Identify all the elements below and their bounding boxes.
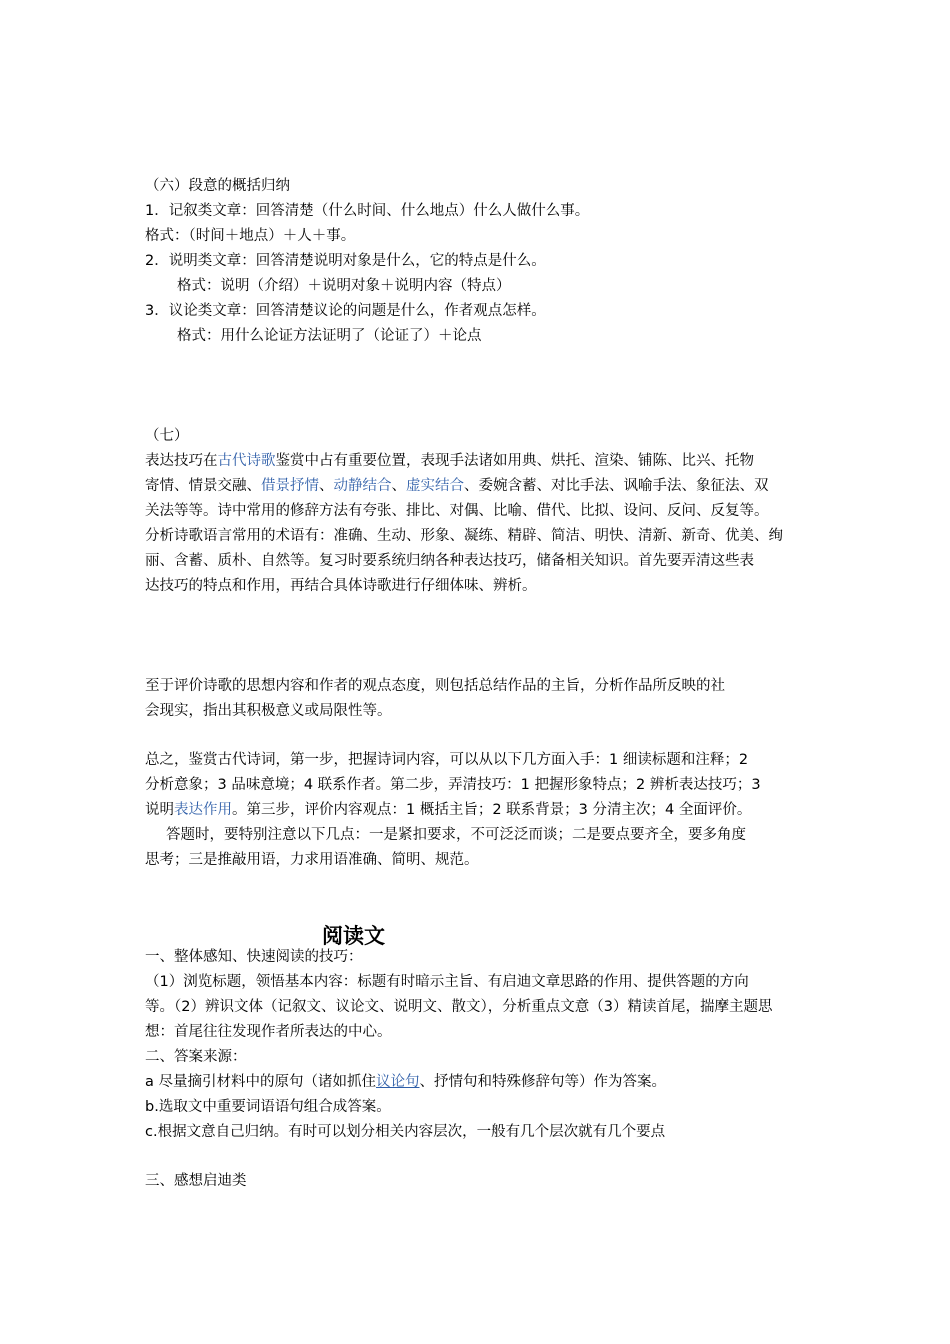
- text-run: 、委婉含蓄、对比手法、讽喻手法、象征法、双: [464, 478, 769, 494]
- summary-line-3: [145, 800, 751, 820]
- section7-para-line-5: 丽、含蓄、质朴、自然等。复习时要系统归纳各种表达技巧，储备相关知识。首先要弄清这些表: [145, 553, 754, 569]
- section6-line-6: 格式：用什么论证方法证明了（论证了）＋论点: [177, 328, 482, 344]
- evaluate-line-1: 至于评价诗歌的思想内容和作者的观点态度，则包括总结作品的主旨，分析作品所反映的社: [145, 678, 725, 694]
- answer-source-b: b.选取文中重要词语语句组合成答案。: [145, 1099, 391, 1115]
- link-yilun-ju[interactable]: 议论句: [376, 1074, 420, 1090]
- link-xushi-jiehe[interactable]: 虚实结合: [406, 478, 464, 494]
- summary-line-4: 答题时，要特别注意以下几点：一是紧扣要求，不可泛泛而谈；二是要点要齐全，要多角度: [166, 827, 746, 843]
- reading-para-line-2: 等。（2）辨识文体（记叙文、议论文、说明文、散文），分析重点文意（3）精读首尾，揣摩主题思: [145, 999, 773, 1015]
- reading-para-line-1: （1）浏览标题，领悟基本内容：标题有时暗示主旨、有启迪文章思路的作用、提供答题的方向: [145, 974, 749, 990]
- section7-heading: （七）: [145, 428, 189, 444]
- text-run: 。第三步，评价内容观点：1 概括主旨；2 联系背景；3 分清主次；4 全面评价。: [232, 802, 752, 818]
- text-run: 说明: [145, 802, 174, 818]
- answer-source-a: [145, 1072, 666, 1092]
- reading-subheading-3: 三、感想启迪类: [145, 1173, 247, 1189]
- text-run: 寄情、情景交融、: [145, 478, 261, 494]
- link-ancient-poetry[interactable]: 古代诗歌: [217, 453, 276, 469]
- text-run: 鉴赏中占有重要位置，表现手法诸如用典、烘托、渲染、铺陈、比兴、托物: [275, 453, 754, 469]
- reading-para-line-3: 想：首尾往往发现作者所表达的中心。: [145, 1024, 392, 1040]
- text-run: 、: [391, 478, 406, 494]
- evaluate-line-2: 会现实，指出其积极意义或局限性等。: [145, 703, 392, 719]
- link-jiejing-shuqing[interactable]: 借景抒情: [261, 478, 319, 494]
- section6-line-3: 2．说明类文章：回答清楚说明对象是什么，它的特点是什么。: [145, 253, 546, 269]
- section6-line-5: 3．议论类文章：回答清楚议论的问题是什么，作者观点怎样。: [145, 303, 546, 319]
- section6-line-2: 格式：（时间＋地点）＋人＋事。: [145, 228, 356, 244]
- summary-line-5: 思考；三是推敲用语，力求用语准确、简明、规范。: [145, 852, 479, 868]
- section7-para-line-1: [145, 451, 754, 471]
- section7-para-line-6: 达技巧的特点和作用，再结合具体诗歌进行仔细体味、辨析。: [145, 578, 537, 594]
- reading-title: 阅读文: [322, 924, 385, 948]
- text-run: 、: [319, 478, 334, 494]
- answer-source-c: c.根据文意自己归纳。有时可以划分相关内容层次，一般有几个层次就有几个要点: [145, 1124, 666, 1140]
- section6-heading: （六）段意的概括归纳: [145, 178, 290, 194]
- reading-subheading-2: 二、答案来源：: [145, 1049, 247, 1065]
- text-run: 表达技巧在: [145, 453, 218, 469]
- section7-para-line-4: 分析诗歌语言常用的术语有：准确、生动、形象、凝练、精辟、简洁、明快、清新、新奇、优美、绚: [145, 528, 783, 544]
- text-run: a 尽量摘引材料中的原句（诸如抓住: [145, 1074, 376, 1090]
- section7-para-line-2: [145, 476, 769, 496]
- summary-line-2: 分析意象；3 品味意境；4 联系作者。第二步，弄清技巧：1 把握形象特点；2 辨析表达技巧；3: [145, 777, 761, 793]
- section7-para-line-3: 关法等等。诗中常用的修辞方法有夸张、排比、对偶、比喻、借代、比拟、设问、反问、反复等。: [145, 503, 769, 519]
- section6-line-4: 格式：说明（介绍）＋说明对象＋说明内容（特点）: [177, 278, 511, 294]
- link-dongjing-jiehe[interactable]: 动静结合: [333, 478, 392, 494]
- reading-subheading-1: 一、整体感知、快速阅读的技巧：: [145, 949, 363, 965]
- text-run: 、抒情句和特殊修辞句等）作为答案。: [419, 1074, 666, 1090]
- summary-line-1: 总之，鉴赏古代诗词，第一步，把握诗词内容，可以从以下几方面入手：1 细读标题和注释；2: [145, 752, 749, 768]
- link-biaoda-zuoyong[interactable]: 表达作用: [174, 802, 232, 818]
- section6-line-1: 1．记叙类文章：回答清楚（什么时间、什么地点）什么人做什么事。: [145, 203, 590, 219]
